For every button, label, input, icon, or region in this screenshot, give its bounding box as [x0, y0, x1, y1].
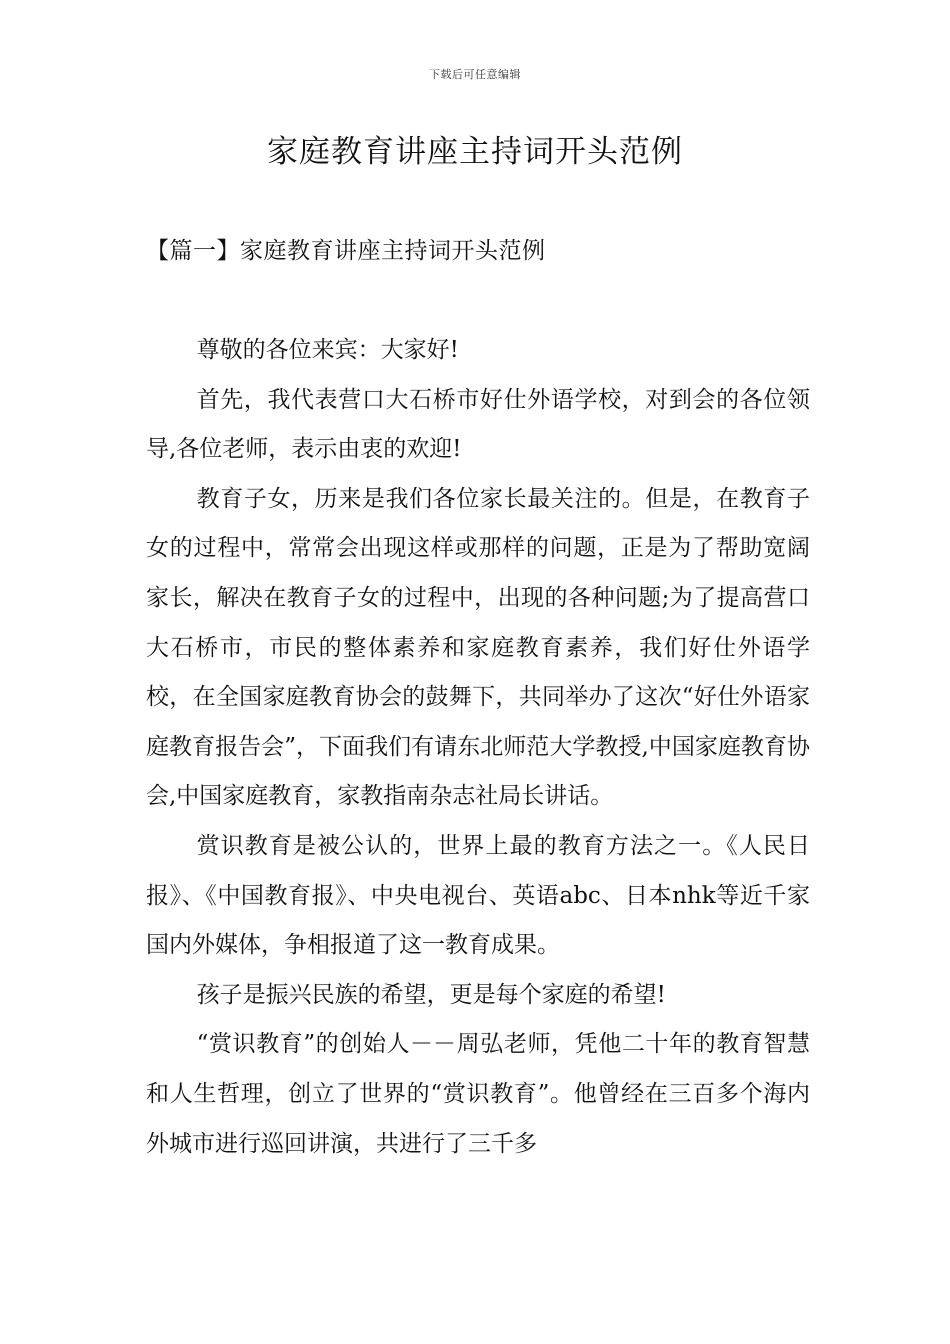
body-text	[146, 326, 810, 1169]
paragraph-appreciation-education: 赏识教育是被公认的，世界上最的教育方法之一。《人民日报》、《中国教育报》、中央电视台、英语abc、日本nhk等近千家国内外媒体，争相报道了这一教育成果。	[146, 832, 810, 959]
paragraph-children-hope: 孩子是振兴民族的希望，更是每个家庭的希望!	[196, 981, 666, 1008]
paragraph-greeting: 尊敬的各位来宾：大家好!	[196, 337, 459, 363]
header-note: 下载后可任意编辑	[429, 68, 521, 81]
section-heading: 【篇一】家庭教育讲座主持词开头范例	[146, 238, 546, 264]
paragraph-purpose: 教育子女，历来是我们各位家长最关注的。但是，在教育子女的过程中，常常会出现这样或那样的问题，正是为了帮助宽阔家长，解决在教育子女的过程中，出现的各种问题;为了提高营口大石桥市，市民的整体素养和家庭教育素养，我们好仕外语学校，在全国家庭教育协会的鼓舞下，共同举办了这次“好仕外语家庭教育报告会”，下面我们有请东北师范大学教授,中国家庭教育协会,中国家庭教育，家教指南杂志社局长讲话。	[146, 485, 810, 810]
paragraph-welcome: 首先，我代表营口大石桥市好仕外语学校，对到会的各位领导,各位老师，表示由衷的欢迎!	[146, 386, 810, 463]
paragraph-founder: “赏识教育”的创始人－－周弘老师，凭他二十年的教育智慧和人生哲理，创立了世界的“赏识教育”。他曾经在三百多个海内外城市进行巡回讲演，共进行了三千多	[146, 1031, 810, 1157]
document-title: 家庭教育讲座主持词开头范例	[267, 134, 683, 170]
